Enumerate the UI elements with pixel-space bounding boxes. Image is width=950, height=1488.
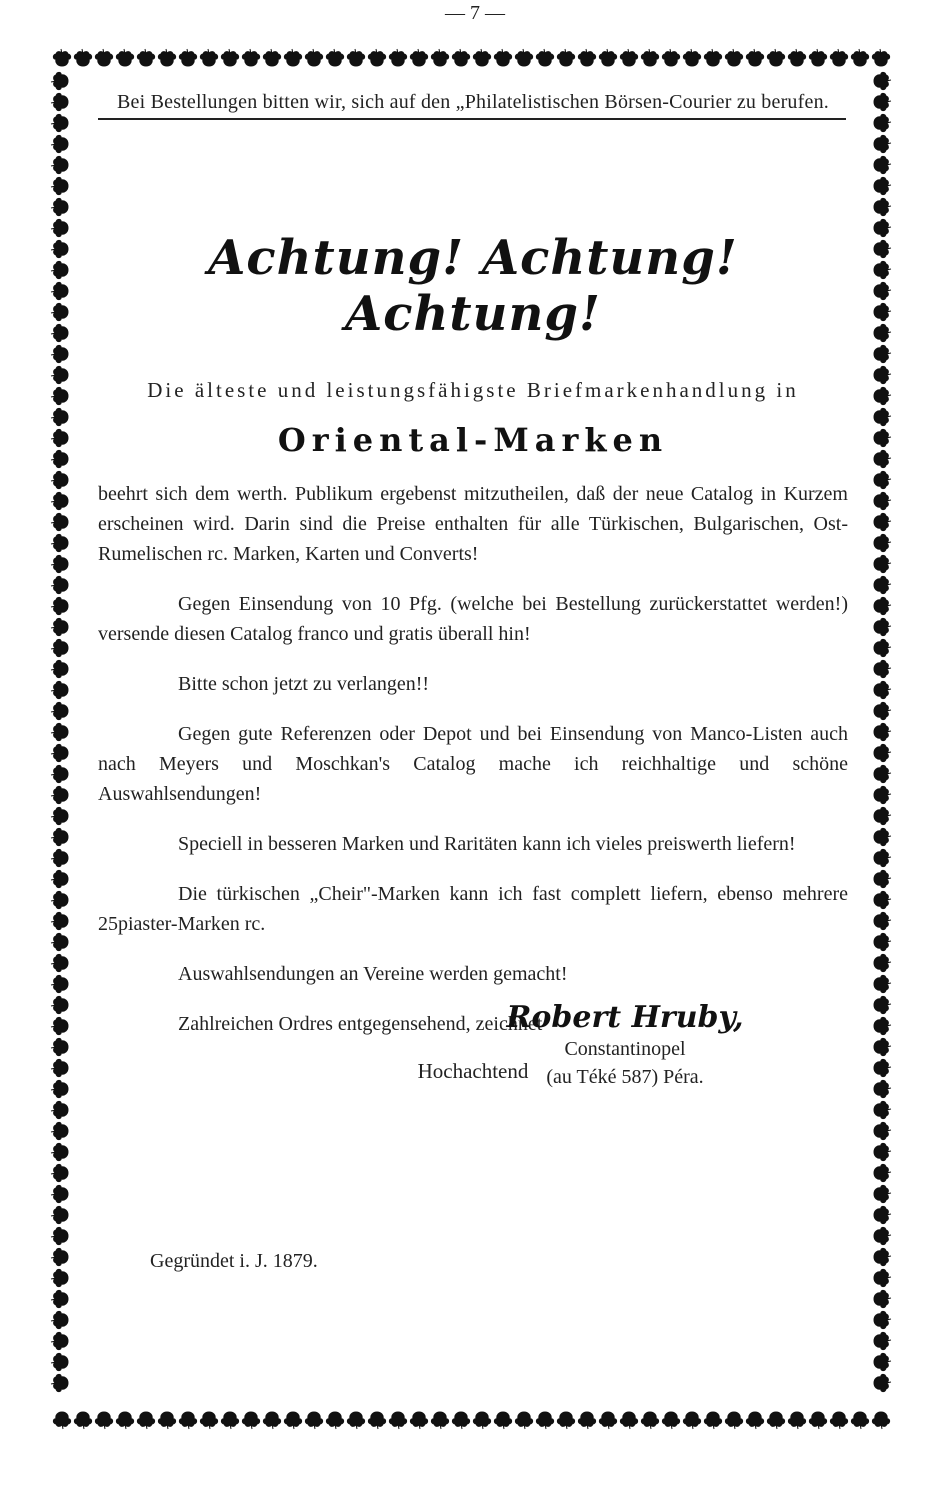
border-leaf (515, 49, 532, 66)
border-leaf (536, 1412, 553, 1429)
paragraph-sign-off: Zahlreichen Ordres entgegensehend, zeichnet (178, 1013, 543, 1035)
border-leaf (874, 954, 891, 971)
border-leaf (874, 93, 891, 110)
border-leaf (874, 849, 891, 866)
border-leaf (95, 49, 112, 66)
border-leaf (263, 1412, 280, 1429)
page-number: — 7 — (445, 2, 505, 24)
border-leaf (874, 555, 891, 572)
border-leaf (874, 471, 891, 488)
border-leaf (51, 1101, 68, 1118)
border-leaf (51, 513, 68, 530)
signature-address: (au Téké 587) Péra. (546, 1066, 704, 1088)
border-leaf (473, 1412, 490, 1429)
border-leaf (284, 49, 301, 66)
border-leaf (51, 429, 68, 446)
paragraph-clubs: Auswahlsendungen an Vereine werden gemacht! (178, 963, 568, 985)
border-leaf (830, 1412, 847, 1429)
border-leaf (788, 1412, 805, 1429)
border-leaf (874, 135, 891, 152)
border-leaf (51, 1185, 68, 1202)
border-leaf (874, 744, 891, 761)
border-leaf (641, 49, 658, 66)
border-leaf (874, 492, 891, 509)
border-leaf (51, 282, 68, 299)
border-leaf (51, 492, 68, 509)
border-leaf (51, 681, 68, 698)
headline: Achtung! Achtung! Achtung! (208, 230, 738, 342)
border-leaf (599, 1412, 616, 1429)
border-leaf (578, 49, 595, 66)
border-leaf (767, 1412, 784, 1429)
border-leaf (51, 912, 68, 929)
border-leaf (874, 324, 891, 341)
border-leaf (874, 240, 891, 257)
border-leaf (51, 954, 68, 971)
border-leaf (51, 366, 68, 383)
border-leaf (200, 49, 217, 66)
border-leaf (874, 1143, 891, 1160)
border-leaf (874, 891, 891, 908)
border-leaf (179, 49, 196, 66)
border-leaf (51, 303, 68, 320)
border-leaf (51, 261, 68, 278)
border-leaf (53, 1412, 70, 1429)
border-leaf (874, 219, 891, 236)
border-leaf (557, 1412, 574, 1429)
border-leaf (662, 1412, 679, 1429)
border-leaf (874, 702, 891, 719)
border-leaf (704, 1412, 721, 1429)
border-leaf (874, 1122, 891, 1139)
paragraph-catalog-offer: Gegen Einsendung von 10 Pfg. (welche bei Bestellung zurückerstattet werden!) versende diesen Catalog franco und gratis überall hin! (98, 593, 848, 645)
border-leaf (410, 49, 427, 66)
founded-note: Gegründet i. J. 1879. (150, 1250, 318, 1272)
border-leaf (874, 723, 891, 740)
border-leaf (874, 429, 891, 446)
border-leaf (51, 849, 68, 866)
border-leaf (158, 1412, 175, 1429)
advertisement (98, 90, 848, 1084)
border-leaf (874, 1353, 891, 1370)
border-leaf (830, 49, 847, 66)
border-leaf (326, 1412, 343, 1429)
border-leaf (874, 1248, 891, 1265)
closing: Hochachtend (417, 1059, 529, 1083)
border-leaf (51, 1080, 68, 1097)
border-leaf (662, 49, 679, 66)
border-leaf (51, 933, 68, 950)
notice-divider (98, 118, 846, 120)
border-leaf (137, 49, 154, 66)
border-leaf (51, 177, 68, 194)
border-leaf (874, 933, 891, 950)
border-leaf (746, 49, 763, 66)
border-leaf (872, 49, 889, 66)
border-leaf (200, 1412, 217, 1429)
border-leaf (809, 49, 826, 66)
border-leaf (874, 1059, 891, 1076)
border-leaf (874, 282, 891, 299)
border-leaf (874, 366, 891, 383)
border-leaf (179, 1412, 196, 1429)
border-leaf (874, 828, 891, 845)
border-leaf (51, 744, 68, 761)
border-leaf (51, 891, 68, 908)
border-leaf (874, 1101, 891, 1118)
border-leaf (874, 387, 891, 404)
border-leaf (51, 450, 68, 467)
border-leaf (51, 1164, 68, 1181)
border-leaf (242, 49, 259, 66)
border-leaf (95, 1412, 112, 1429)
border-leaf (51, 408, 68, 425)
border-leaf (51, 219, 68, 236)
border-leaf (389, 1412, 406, 1429)
border-leaf (326, 49, 343, 66)
border-leaf (872, 1412, 889, 1429)
border-leaf (116, 49, 133, 66)
border-leaf (368, 1412, 385, 1429)
paragraph-selections: Gegen gute Referenzen oder Depot und bei Einsendung von Manco-Listen auch nach Meyers und Moschkan's Catalog mache ich reichhaltige und schöne Auswahlsendungen! (98, 723, 848, 805)
border-leaf (452, 1412, 469, 1429)
border-leaf (874, 786, 891, 803)
border-leaf (263, 49, 280, 66)
border-leaf (788, 49, 805, 66)
border-leaf (51, 786, 68, 803)
border-leaf (704, 49, 721, 66)
border-leaf (51, 1227, 68, 1244)
border-leaf (874, 450, 891, 467)
border-leaf (874, 1080, 891, 1097)
border-leaf (874, 177, 891, 194)
border-leaf (874, 996, 891, 1013)
border-leaf (851, 1412, 868, 1429)
border-leaf (242, 1412, 259, 1429)
subline: Die älteste und leistungsfähigste Briefmarkenhandlung in (147, 378, 799, 402)
border-leaf (51, 807, 68, 824)
signature-city: Constantinopel (564, 1038, 686, 1060)
border-leaf (874, 1311, 891, 1328)
border-leaf (431, 49, 448, 66)
border-leaf (51, 597, 68, 614)
border-leaf (874, 156, 891, 173)
border-leaf (51, 1353, 68, 1370)
border-leaf (874, 345, 891, 362)
border-leaf (410, 1412, 427, 1429)
border-leaf (116, 1412, 133, 1429)
border-leaf (347, 1412, 364, 1429)
border-leaf (51, 1374, 68, 1391)
border-leaf (51, 1017, 68, 1034)
border-leaf (51, 765, 68, 782)
border-leaf (51, 471, 68, 488)
oriental-heading: Oriental-Marken (277, 421, 669, 459)
border-leaf (51, 1143, 68, 1160)
border-leaf (51, 198, 68, 215)
border-leaf (851, 49, 868, 66)
border-leaf (158, 49, 175, 66)
border-leaf (874, 639, 891, 656)
border-leaf (53, 49, 70, 66)
border-leaf (578, 1412, 595, 1429)
border-leaf (51, 240, 68, 257)
order-notice: Bei Bestellungen bitten wir, sich auf den „Philatelistischen Börsen-Courier zu berufen. (117, 91, 829, 113)
signature-block (460, 1000, 790, 1091)
border-leaf (874, 870, 891, 887)
border-leaf (51, 114, 68, 131)
signature-name: Robert Hruby, (506, 1000, 744, 1035)
border-leaf (431, 1412, 448, 1429)
border-leaf (305, 49, 322, 66)
border-leaf (221, 1412, 238, 1429)
paragraph-request: Bitte schon jetzt zu verlangen!! (178, 673, 430, 695)
paragraph-rarities: Speciell in besseren Marken und Raritäten kann ich vieles preiswerth liefern! (178, 833, 796, 855)
border-leaf (473, 49, 490, 66)
border-leaf (641, 1412, 658, 1429)
border-leaf (494, 49, 511, 66)
border-leaf (536, 49, 553, 66)
border-leaf (874, 807, 891, 824)
border-leaf (874, 912, 891, 929)
border-leaf (51, 639, 68, 656)
border-leaf (74, 1412, 91, 1429)
border-leaf (51, 534, 68, 551)
border-leaf (51, 72, 68, 89)
border-leaf (874, 660, 891, 677)
border-leaf (51, 975, 68, 992)
border-leaf (809, 1412, 826, 1429)
border-leaf (51, 1269, 68, 1286)
border-leaf (874, 1038, 891, 1055)
border-leaf (347, 49, 364, 66)
border-leaf (137, 1412, 154, 1429)
border-leaf (874, 1374, 891, 1391)
border-leaf (874, 303, 891, 320)
border-leaf (74, 49, 91, 66)
border-leaf (51, 1059, 68, 1076)
border-leaf (874, 1290, 891, 1307)
border-leaf (683, 1412, 700, 1429)
border-leaf (51, 870, 68, 887)
border-leaf (51, 996, 68, 1013)
border-leaf (874, 408, 891, 425)
border-leaf (389, 49, 406, 66)
border-leaf (874, 1206, 891, 1223)
border-leaf (51, 1332, 68, 1349)
border-leaf (874, 1332, 891, 1349)
border-leaf (51, 1206, 68, 1223)
border-leaf (51, 1290, 68, 1307)
border-leaf (874, 681, 891, 698)
border-leaf (51, 723, 68, 740)
border-leaf (284, 1412, 301, 1429)
border-leaf (874, 1185, 891, 1202)
border-leaf (725, 49, 742, 66)
border-leaf (515, 1412, 532, 1429)
border-leaf (51, 576, 68, 593)
border-leaf (874, 618, 891, 635)
border-leaf (368, 49, 385, 66)
border-leaf (874, 513, 891, 530)
border-leaf (305, 1412, 322, 1429)
border-leaf (874, 975, 891, 992)
border-leaf (599, 49, 616, 66)
border-leaf (494, 1412, 511, 1429)
border-leaf (51, 1038, 68, 1055)
border-leaf (874, 1017, 891, 1034)
border-leaf (620, 1412, 637, 1429)
border-leaf (51, 324, 68, 341)
border-leaf (874, 72, 891, 89)
border-leaf (51, 156, 68, 173)
border-leaf (874, 597, 891, 614)
border-leaf (874, 261, 891, 278)
border-leaf (874, 198, 891, 215)
border-leaf (557, 49, 574, 66)
border-leaf (51, 387, 68, 404)
paragraph-intro: beehrt sich dem werth. Publikum ergebenst mitzutheilen, daß der neue Catalog in Kurzem erscheinen wird. Darin sind die Preise enthalten für alle Türkischen, Bulgarischen, Ost-Rumelischen rc. Marken, Karten und Converts! (98, 483, 848, 565)
border-leaf (51, 618, 68, 635)
border-leaf (51, 555, 68, 572)
border-leaf (452, 49, 469, 66)
border-leaf (51, 660, 68, 677)
border-leaf (620, 49, 637, 66)
paragraph-cheir-stamps: Die türkischen „Cheir"-Marken kann ich fast complett liefern, ebenso mehrere 25piaster-Marken rc. (98, 883, 848, 935)
border-leaf (51, 1311, 68, 1328)
border-leaf (767, 49, 784, 66)
border-leaf (874, 1164, 891, 1181)
border-leaf (51, 1122, 68, 1139)
border-leaf (51, 93, 68, 110)
border-leaf (683, 49, 700, 66)
border-leaf (874, 114, 891, 131)
border-leaf (874, 1227, 891, 1244)
border-leaf (51, 135, 68, 152)
border-leaf (51, 1248, 68, 1265)
border-leaf (874, 534, 891, 551)
border-leaf (874, 1269, 891, 1286)
border-leaf (874, 765, 891, 782)
border-leaf (746, 1412, 763, 1429)
border-leaf (51, 828, 68, 845)
border-leaf (725, 1412, 742, 1429)
border-leaf (51, 345, 68, 362)
border-leaf (51, 702, 68, 719)
border-leaf (874, 576, 891, 593)
border-leaf (221, 49, 238, 66)
